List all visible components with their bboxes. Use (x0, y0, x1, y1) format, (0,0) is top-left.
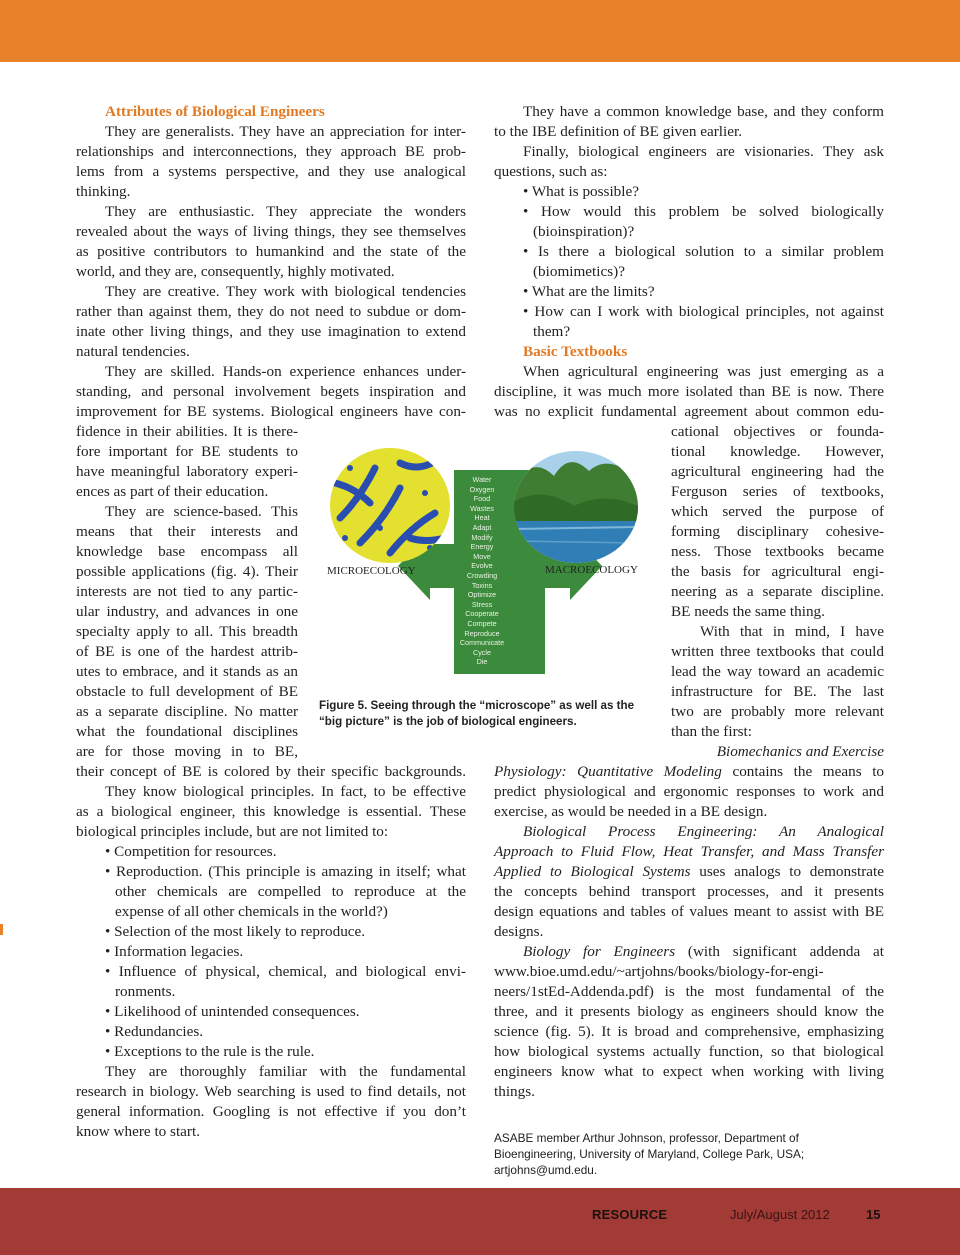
text-line: They are generalists. They have an appreciation for inter- (105, 123, 466, 140)
text-line: than the first: (671, 723, 752, 740)
arrow-word: Communicate (459, 638, 505, 648)
arrow-word: Die (476, 657, 488, 667)
text-line: questions, such as: (494, 163, 608, 180)
arrow-word: Wastes (470, 503, 494, 513)
text-line (494, 862, 884, 882)
text-line: rather than against them, they do not need to subdue or dom- (76, 303, 466, 320)
book-title: Approach to Fluid Flow, Heat Transfer, and Mass Transfer (494, 843, 884, 860)
figure-caption (319, 698, 649, 730)
text-line: knowledge base encompass all (76, 543, 298, 560)
arrow-word: Reproduce (464, 628, 500, 638)
text-line: They are enthusiastic. They appreciate the wonders (105, 203, 466, 220)
arrow-word: Optimize (467, 590, 497, 600)
text-line: thinking. (76, 183, 131, 200)
text-line: how biological systems actually function, so that biological (494, 1043, 884, 1060)
bullet-item: • How would this problem be solved biologically (523, 203, 884, 220)
text-line: science (fig. 5). It is broad and comprehensive, emphasizing (494, 1023, 884, 1040)
text-line: to the IBE definition of BE given earlier. (494, 123, 742, 140)
text-line: them? (533, 323, 571, 340)
text-line: general information. Googling is not effective if you don’t (76, 1103, 466, 1120)
arrow-word: Food (473, 494, 491, 504)
text-span: contains the means to (721, 763, 885, 780)
text-line: They are science-based. This (105, 503, 298, 520)
arrow-word: Toxins (471, 580, 493, 590)
arrow-word: Move (473, 551, 491, 561)
book-title: Biomechanics and Exercise (716, 743, 884, 760)
text-line (494, 762, 884, 782)
text-line: engineers know what to expect when working with living (494, 1063, 884, 1080)
arrow-word: Stress (471, 599, 493, 609)
macroecology-label: MACROECOLOGY (545, 564, 638, 576)
bullet-item: • Influence of physical, chemical, and biological envi- (105, 963, 466, 980)
bullet-item: • Is there a biological solution to a similar problem (523, 243, 884, 260)
caption-line: “big picture” is the job of biological engineers. (319, 715, 577, 728)
arrow-word: Compete (467, 619, 497, 628)
text-line: have meaningful laboratory experi- (76, 463, 298, 480)
text-line: predict physiological and ergonomic responses to work and (494, 783, 884, 800)
text-line: utes to embrace, and it stands as an (76, 663, 298, 680)
section-heading-attributes: Attributes of Biological Engineers (105, 103, 325, 120)
book-title: Applied to Biological Systems (494, 863, 691, 880)
text-line: neering as a separate discipline. (671, 583, 884, 600)
bullet-item: • Information legacies. (105, 943, 244, 960)
arrow-word: Oxygen (469, 484, 495, 494)
arrow-word: Adapt (472, 523, 492, 532)
arrow-word: Water (472, 475, 492, 484)
text-line: exercise, as would be needed in a BE design. (494, 803, 768, 820)
text-span: uses analogs to demonstrate (690, 863, 884, 880)
text-line: inate other living things, and they use imagination to extend (76, 323, 466, 340)
text-line: They are creative. They work with biological tendencies (105, 283, 466, 300)
bullet-item: • What are the limits? (523, 283, 655, 300)
text-line: discipline, it was much more isolated than BE is now. There (494, 383, 884, 400)
bullet-item: • Exceptions to the rule is the rule. (105, 1043, 315, 1060)
text-line: which served the purpose of (671, 503, 884, 520)
arrow-word: Heat (474, 513, 490, 523)
text-span: (with significant addenda at (675, 943, 884, 960)
text-line: Finally, biological engineers are visionaries. They ask (523, 143, 884, 160)
arrow-word: Crowding (466, 571, 498, 580)
text-line: They know biological principles. In fact, to be effective (105, 783, 466, 800)
credit-line: artjohns@umd.edu. (494, 1163, 598, 1177)
top-color-bar (0, 0, 960, 62)
text-line: as positive contributors to humankind and the state of the (76, 243, 466, 260)
text-line: written three textbooks that could (671, 643, 884, 660)
bullet-item: • Competition for resources. (105, 843, 277, 860)
text-line: When agricultural engineering was just emerging as a (523, 363, 884, 380)
text-line: BE needs the same thing. (671, 603, 825, 620)
text-line: With that in mind, I have (700, 623, 884, 640)
microecology-image (330, 448, 450, 563)
text-line: cational objectives or founda- (671, 423, 884, 440)
bullet-item: • What is possible? (523, 183, 639, 200)
text-line: fidence in their abilities. It is there- (76, 423, 298, 440)
text-line: improvement for BE systems. Biological engineers have con- (76, 403, 466, 420)
text-line: infrastructure for BE. The last (671, 683, 884, 700)
text-line: what the foundational disciplines (76, 723, 298, 740)
text-line: as a separate discipline. No matter (76, 703, 298, 720)
text-line: other chemicals are compelled to reproduce at the (115, 883, 466, 900)
text-line: design equations and tables of values meant to assist with BE (494, 903, 884, 920)
text-line: They are thoroughly familiar with the fundamental (105, 1063, 466, 1080)
text-line: (bioinspiration)? (533, 223, 635, 240)
text-line: fore important for BE students to (76, 443, 298, 460)
text-line: lems from a systems perspective, and they use analogical (76, 163, 466, 180)
microecology-label: MICROECOLOGY (327, 565, 416, 577)
magazine-name: RESOURCE (592, 1207, 668, 1222)
book-title: Biology for Engineers (523, 943, 676, 960)
text-line: ular industry, and advances in one (76, 603, 298, 620)
bullet-item: • Likelihood of unintended consequences. (105, 1003, 360, 1020)
text-line: agricultural engineering had the (671, 463, 884, 480)
issue-date: July/August 2012 (730, 1207, 830, 1222)
page-number: 15 (866, 1207, 881, 1222)
text-line: their concept of BE is colored by their specific backgrounds. (76, 763, 466, 780)
text-line: know where to start. (76, 1123, 200, 1140)
book-title: Physiology: Quantitative Modeling (494, 763, 722, 780)
text-line: three, and it presents biology as engineers should know the (494, 1003, 884, 1020)
text-line: biological principles include, but are not limited to: (76, 823, 389, 840)
bullet-item: • Selection of the most likely to reproduce. (105, 923, 366, 940)
text-line: ronments. (115, 983, 176, 1000)
text-line: was no explicit fundamental agreement about common edu- (494, 403, 884, 420)
text-line: They are skilled. Hands-on experience enhances under- (105, 363, 466, 380)
text-line: the concepts behind transport processes, and it presents (494, 883, 884, 900)
text-line: ness. Those textbooks became (671, 543, 884, 560)
text-line: neers/1stEd-Addenda.pdf) is the most fundamental of the (494, 983, 884, 1000)
text-line: interests are not tied to any partic- (76, 583, 298, 600)
credit-line: ASABE member Arthur Johnson, professor, Department of (494, 1131, 799, 1145)
text-line: standing, and personal involvement begets inspiration and (76, 383, 466, 400)
section-heading-textbooks: Basic Textbooks (523, 343, 628, 360)
book-title: Biological Process Engineering: An Analogical (523, 823, 884, 840)
text-line: relationships and interconnections, they approach BE prob- (76, 143, 466, 160)
text-line: natural tendencies. (76, 343, 190, 360)
bullet-item: • Redundancies. (105, 1023, 204, 1040)
text-line: of BE is one of the hardest attrib- (76, 643, 298, 660)
caption-line: Figure 5. Seeing through the “microscope” as well as the (319, 699, 635, 712)
author-credit (494, 1130, 894, 1178)
arrow-word: Cycle (473, 647, 491, 657)
arrow-word: Cooperate (465, 609, 499, 619)
text-line: ences as part of their education. (76, 483, 269, 500)
text-line: two are probably more relevant (671, 703, 884, 720)
text-line: lead the way toward an academic (671, 663, 884, 680)
text-line: forming disciplinary cohesive- (671, 523, 884, 540)
text-line: research in biology. Web searching is used to find details, not (76, 1083, 466, 1100)
arrow-word: Energy (470, 542, 494, 552)
text-line: things. (494, 1083, 535, 1100)
text-line: the basis for agricultural engi- (671, 563, 884, 580)
arrow-word: Evolve (471, 561, 493, 571)
bullet-item: • Reproduction. (This principle is amazing in itself; what (105, 863, 466, 880)
url-line: www.bioe.umd.edu/~artjohns/books/biology-for-engi- (494, 963, 824, 980)
text-line: (biomimetics)? (533, 263, 625, 280)
text-line: are for those moving in to BE, (76, 743, 298, 760)
text-line (523, 942, 884, 962)
text-line: revealed about the ways of living things, they see themselves (76, 223, 466, 240)
text-line: expense of all other chemicals in the world?) (115, 903, 388, 920)
macroecology-image (514, 451, 638, 563)
text-line: possible applications (fig. 4). Their (76, 563, 298, 580)
text-line: means that their interests and (76, 523, 298, 540)
bullet-item: • How can I work with biological principles, not against (523, 303, 884, 320)
text-line: tional knowledge. However, (671, 443, 884, 460)
arrow-word: Modify (471, 532, 493, 542)
text-line: They have a common knowledge base, and they conform (523, 103, 884, 120)
text-line: world, and they are, consequently, highly motivated. (76, 263, 395, 280)
text-line: as a biological engineer, this knowledge is essential. These (76, 803, 466, 820)
text-line: obstacle to full development of BE (76, 683, 298, 700)
text-line: designs. (494, 923, 544, 940)
margin-mark (0, 924, 3, 935)
credit-line: Bioengineering, University of Maryland, College Park, USA; (494, 1147, 805, 1161)
text-line: Ferguson series of textbooks, (671, 483, 884, 500)
text-line: specialty apply to all. This breadth (76, 623, 298, 640)
